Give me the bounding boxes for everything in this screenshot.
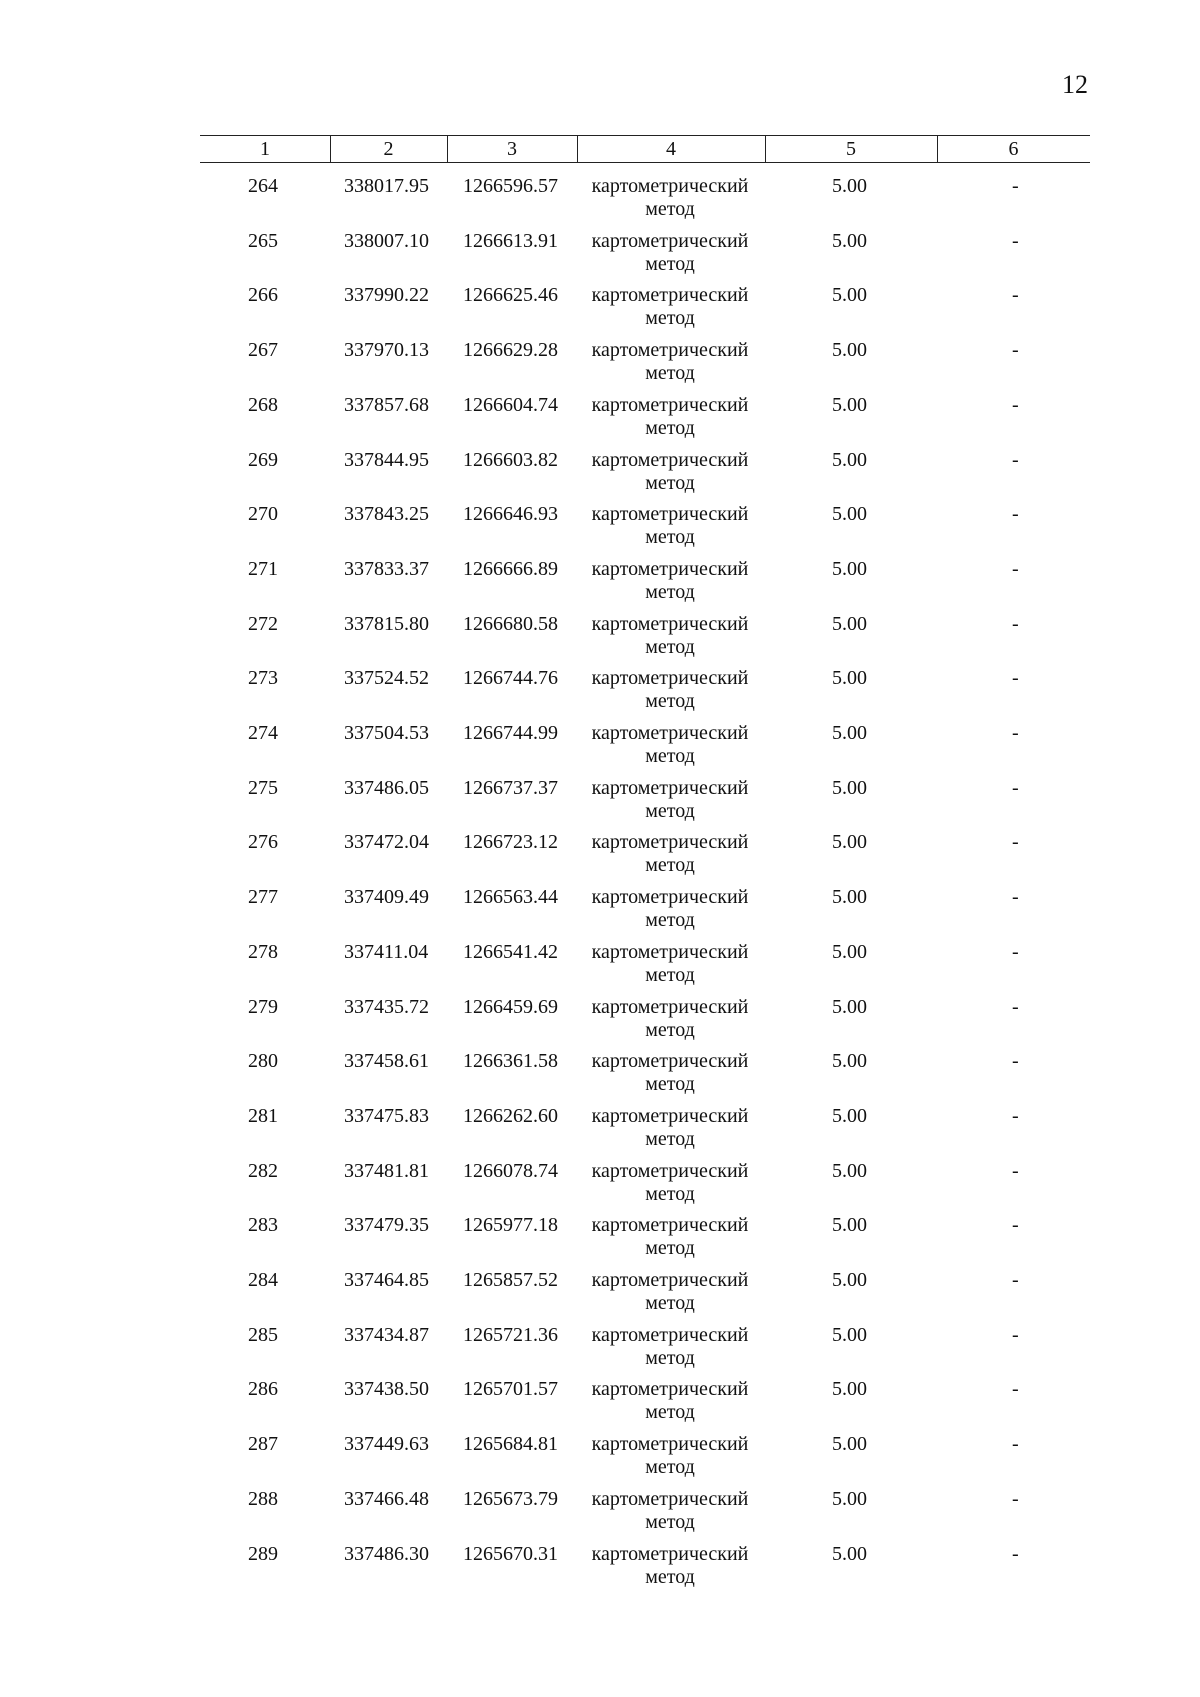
header-col-6: 6 [1008, 138, 1019, 160]
coordinate-x: 338007.10 [344, 229, 429, 252]
method-line-2: метод [645, 1346, 695, 1369]
coordinate-x: 337464.85 [344, 1269, 429, 1291]
coordinate-x: 337434.87 [344, 1323, 429, 1346]
method-line-1: картометрический [591, 776, 749, 799]
point-number: 273 [248, 667, 278, 690]
point-number: 282 [248, 1159, 278, 1182]
accuracy-value: 5.00 [832, 667, 867, 690]
coordinate-x: 337815.80 [344, 612, 429, 635]
point-number: 271 [248, 557, 278, 580]
accuracy-value: 5.00 [832, 940, 867, 963]
method-line-1: картометрический [591, 1542, 749, 1565]
method-line-2: метод [645, 1401, 695, 1424]
method-cell [575, 996, 765, 1042]
column-6-value: - [1012, 557, 1019, 580]
method-cell [575, 1488, 765, 1534]
accuracy-value: 5.00 [832, 229, 867, 252]
coordinate-y: 1266563.44 [463, 886, 558, 909]
method-line-1: картометрический [591, 1487, 749, 1510]
coordinate-x: 337970.13 [344, 339, 429, 362]
method-line-1: картометрический [591, 1323, 749, 1346]
method-line-2: метод [645, 362, 695, 385]
coordinate-x: 337475.83 [344, 1104, 429, 1127]
method-line-2: метод [645, 1510, 695, 1533]
coordinate-y: 1266541.42 [463, 940, 558, 963]
accuracy-value: 5.00 [832, 1323, 867, 1346]
coordinate-x: 337843.25 [344, 503, 429, 526]
coordinate-y: 1266646.93 [463, 503, 558, 526]
coordinate-x: 337486.05 [344, 776, 429, 799]
table-row [0, 339, 1200, 394]
table-row [0, 886, 1200, 941]
coordinate-y: 1266361.58 [463, 1050, 558, 1073]
column-6-value: - [1012, 1378, 1019, 1401]
point-number: 268 [248, 393, 278, 416]
method-line-2: метод [645, 580, 695, 603]
accuracy-value: 5.00 [832, 776, 867, 799]
coordinate-y: 1266629.28 [463, 339, 558, 362]
method-cell [575, 886, 765, 932]
accuracy-value: 5.00 [832, 175, 867, 197]
coordinate-x: 337449.63 [344, 1433, 429, 1456]
method-cell [575, 667, 765, 713]
method-line-2: метод [645, 854, 695, 877]
column-6-value: - [1012, 229, 1019, 252]
coordinate-y: 1265673.79 [463, 1487, 558, 1510]
method-cell [575, 831, 765, 877]
method-cell [575, 175, 765, 221]
accuracy-value: 5.00 [832, 1159, 867, 1182]
point-number: 283 [248, 1214, 278, 1237]
method-line-2: метод [645, 1292, 695, 1314]
table-row [0, 1488, 1200, 1543]
method-line-1: картометрический [591, 667, 749, 690]
coordinate-x: 337486.30 [344, 1542, 429, 1565]
point-number: 281 [248, 1104, 278, 1127]
method-cell [575, 941, 765, 987]
coordinate-y: 1265684.81 [463, 1433, 558, 1456]
table-row [0, 1160, 1200, 1215]
method-cell [575, 284, 765, 330]
method-line-1: картометрический [591, 448, 749, 471]
table-row [0, 230, 1200, 285]
accuracy-value: 5.00 [832, 1269, 867, 1291]
method-cell [575, 1214, 765, 1260]
table-row [0, 558, 1200, 613]
accuracy-value: 5.00 [832, 612, 867, 635]
method-line-2: метод [645, 471, 695, 494]
method-line-2: метод [645, 1565, 695, 1588]
method-line-2: метод [645, 963, 695, 986]
table-row [0, 1269, 1200, 1324]
method-cell [575, 503, 765, 549]
column-6-value: - [1012, 1214, 1019, 1237]
coordinate-x: 337481.81 [344, 1159, 429, 1182]
coordinate-y: 1266744.76 [463, 667, 558, 690]
coordinate-x: 337458.61 [344, 1050, 429, 1073]
method-line-2: метод [645, 745, 695, 767]
method-line-1: картометрический [591, 393, 749, 416]
coordinate-y: 1266723.12 [463, 831, 558, 854]
method-line-1: картометрический [591, 557, 749, 580]
coordinate-x: 337990.22 [344, 284, 429, 307]
point-number: 272 [248, 612, 278, 635]
column-6-value: - [1012, 612, 1019, 635]
point-number: 274 [248, 722, 278, 744]
point-number: 277 [248, 886, 278, 909]
coordinate-x: 337438.50 [344, 1378, 429, 1401]
method-line-1: картометрический [591, 284, 749, 307]
table-row [0, 667, 1200, 722]
coordinate-y: 1265670.31 [463, 1542, 558, 1565]
coordinate-y: 1266459.69 [463, 995, 558, 1018]
coordinate-x: 337524.52 [344, 667, 429, 690]
method-line-2: метод [645, 198, 695, 220]
point-number: 284 [248, 1269, 278, 1291]
page-number: 12 [1062, 70, 1088, 99]
coordinate-y: 1266680.58 [463, 612, 558, 635]
coordinate-x: 337411.04 [344, 940, 429, 963]
method-line-2: метод [645, 526, 695, 549]
method-line-2: метод [645, 1237, 695, 1260]
accuracy-value: 5.00 [832, 448, 867, 471]
table-row [0, 722, 1200, 777]
coordinate-y: 1266625.46 [463, 284, 558, 307]
point-number: 286 [248, 1378, 278, 1401]
method-line-2: метод [645, 799, 695, 822]
coordinate-x: 337466.48 [344, 1487, 429, 1510]
method-line-1: картометрический [591, 1269, 749, 1291]
point-number: 288 [248, 1487, 278, 1510]
column-6-value: - [1012, 995, 1019, 1018]
point-number: 264 [248, 175, 278, 197]
point-number: 269 [248, 448, 278, 471]
header-col-4: 4 [666, 138, 676, 160]
column-6-value: - [1012, 284, 1019, 307]
point-number: 266 [248, 284, 278, 307]
accuracy-value: 5.00 [832, 393, 867, 416]
method-cell [575, 1378, 765, 1424]
method-line-1: картометрический [591, 886, 749, 909]
coordinate-y: 1265977.18 [463, 1214, 558, 1237]
table-row [0, 1105, 1200, 1160]
method-line-1: картометрический [591, 1104, 749, 1127]
method-line-2: метод [645, 1182, 695, 1205]
method-cell [575, 1324, 765, 1370]
table-row [0, 1214, 1200, 1269]
method-cell [575, 1050, 765, 1096]
coordinate-x: 337479.35 [344, 1214, 429, 1237]
table-header [200, 135, 1090, 163]
column-6-value: - [1012, 1104, 1019, 1127]
coordinate-y: 1266613.91 [463, 229, 558, 252]
accuracy-value: 5.00 [832, 1378, 867, 1401]
accuracy-value: 5.00 [832, 503, 867, 526]
coordinate-y: 1266596.57 [463, 175, 558, 197]
method-cell [575, 1269, 765, 1315]
table-row [0, 284, 1200, 339]
coordinate-y: 1266078.74 [463, 1159, 558, 1182]
point-number: 278 [248, 940, 278, 963]
method-line-1: картометрический [591, 339, 749, 362]
column-6-value: - [1012, 940, 1019, 963]
accuracy-value: 5.00 [832, 339, 867, 362]
accuracy-value: 5.00 [832, 557, 867, 580]
method-line-2: метод [645, 1127, 695, 1150]
table-row [0, 831, 1200, 886]
column-6-value: - [1012, 175, 1019, 197]
coordinate-x: 337409.49 [344, 886, 429, 909]
method-line-1: картометрический [591, 1214, 749, 1237]
header-col-5: 5 [846, 138, 856, 160]
table-row [0, 1050, 1200, 1105]
point-number: 276 [248, 831, 278, 854]
method-line-1: картометрический [591, 175, 749, 197]
coordinate-x: 338017.95 [344, 175, 429, 197]
coordinate-x: 337435.72 [344, 995, 429, 1018]
accuracy-value: 5.00 [832, 995, 867, 1018]
column-6-value: - [1012, 886, 1019, 909]
method-line-1: картометрический [591, 1378, 749, 1401]
coordinate-x: 337857.68 [344, 393, 429, 416]
method-line-1: картометрический [591, 940, 749, 963]
method-cell [575, 1543, 765, 1589]
accuracy-value: 5.00 [832, 1542, 867, 1565]
point-number: 265 [248, 229, 278, 252]
accuracy-value: 5.00 [832, 1433, 867, 1456]
table-row [0, 449, 1200, 504]
coordinate-y: 1265857.52 [463, 1269, 558, 1291]
coordinate-y: 1266737.37 [463, 776, 558, 799]
point-number: 275 [248, 776, 278, 799]
method-line-1: картометрический [591, 612, 749, 635]
column-6-value: - [1012, 1159, 1019, 1182]
point-number: 280 [248, 1050, 278, 1073]
coordinate-y: 1266262.60 [463, 1104, 558, 1127]
coordinate-x: 337504.53 [344, 722, 429, 744]
column-6-value: - [1012, 1542, 1019, 1565]
method-line-2: метод [645, 635, 695, 658]
method-line-1: картометрический [591, 503, 749, 526]
point-number: 270 [248, 503, 278, 526]
method-cell [575, 558, 765, 604]
point-number: 285 [248, 1323, 278, 1346]
column-6-value: - [1012, 1050, 1019, 1073]
table-row [0, 503, 1200, 558]
method-line-1: картометрический [591, 1433, 749, 1456]
method-line-2: метод [645, 252, 695, 275]
header-col-2: 2 [383, 138, 394, 160]
method-line-1: картометрический [591, 229, 749, 252]
coordinate-x: 337472.04 [344, 831, 429, 854]
table-row [0, 1543, 1200, 1598]
column-6-value: - [1012, 667, 1019, 690]
accuracy-value: 5.00 [832, 831, 867, 854]
method-line-2: метод [645, 1073, 695, 1096]
column-6-value: - [1012, 1487, 1019, 1510]
coordinate-y: 1266666.89 [463, 557, 558, 580]
table-row [0, 394, 1200, 449]
column-6-value: - [1012, 393, 1019, 416]
accuracy-value: 5.00 [832, 1050, 867, 1073]
point-number: 267 [248, 339, 278, 362]
table-row [0, 613, 1200, 668]
method-cell [575, 1105, 765, 1151]
column-6-value: - [1012, 1323, 1019, 1346]
column-6-value: - [1012, 1269, 1019, 1291]
method-cell [575, 722, 765, 768]
column-6-value: - [1012, 831, 1019, 854]
table-row [0, 777, 1200, 832]
coordinate-x: 337844.95 [344, 448, 429, 471]
coordinate-y: 1265701.57 [463, 1378, 558, 1401]
method-cell [575, 1433, 765, 1479]
accuracy-value: 5.00 [832, 722, 867, 744]
method-line-2: метод [645, 1018, 695, 1041]
method-line-1: картометрический [591, 1159, 749, 1182]
accuracy-value: 5.00 [832, 1104, 867, 1127]
method-cell [575, 230, 765, 276]
header-col-1: 1 [260, 138, 270, 160]
method-line-2: метод [645, 416, 695, 439]
accuracy-value: 5.00 [832, 886, 867, 909]
table-row [0, 941, 1200, 996]
accuracy-value: 5.00 [832, 1214, 867, 1237]
method-cell [575, 1160, 765, 1206]
table-row [0, 996, 1200, 1051]
method-line-1: картометрический [591, 831, 749, 854]
column-6-value: - [1012, 448, 1019, 471]
method-line-2: метод [645, 690, 695, 713]
accuracy-value: 5.00 [832, 1487, 867, 1510]
table-row [0, 175, 1200, 230]
method-line-2: метод [645, 1456, 695, 1479]
coordinate-x: 337833.37 [344, 557, 429, 580]
header-col-3: 3 [507, 138, 517, 160]
column-6-value: - [1012, 722, 1019, 744]
table-row [0, 1378, 1200, 1433]
method-line-1: картометрический [591, 722, 749, 744]
method-cell [575, 339, 765, 385]
method-line-2: метод [645, 307, 695, 330]
point-number: 279 [248, 995, 278, 1018]
coordinate-y: 1266603.82 [463, 448, 558, 471]
accuracy-value: 5.00 [832, 284, 867, 307]
method-cell [575, 394, 765, 440]
column-6-value: - [1012, 503, 1019, 526]
column-6-value: - [1012, 339, 1019, 362]
method-cell [575, 613, 765, 659]
column-6-value: - [1012, 1433, 1019, 1456]
point-number: 289 [248, 1542, 278, 1565]
method-cell [575, 449, 765, 495]
coordinate-y: 1266604.74 [463, 393, 558, 416]
table-row [0, 1433, 1200, 1488]
method-line-2: метод [645, 909, 695, 932]
coordinate-y: 1265721.36 [463, 1323, 558, 1346]
method-line-1: картометрический [591, 995, 749, 1018]
method-line-1: картометрический [591, 1050, 749, 1073]
point-number: 287 [248, 1433, 278, 1456]
table-row [0, 1324, 1200, 1379]
method-cell [575, 777, 765, 823]
coordinate-y: 1266744.99 [463, 722, 558, 744]
column-6-value: - [1012, 776, 1019, 799]
